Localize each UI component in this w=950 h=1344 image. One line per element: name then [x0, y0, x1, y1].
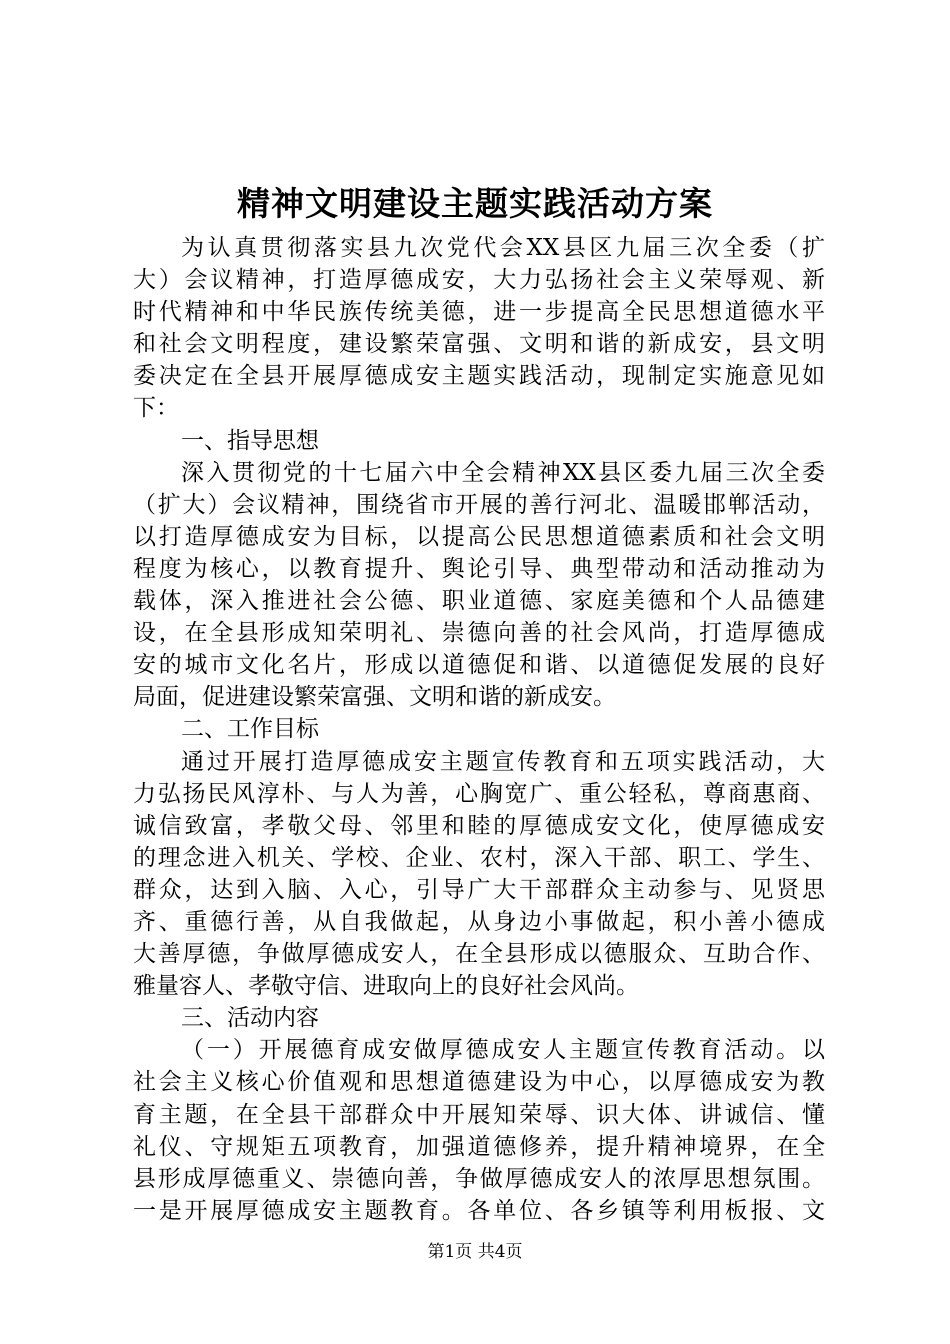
paragraph-line: 县形成厚德重义、崇德向善，争做厚德成安人的浓厚思想氛围。 — [133, 1165, 825, 1192]
paragraph-line: 载体，深入推进社会公德、职业道德、家庭美德和个人品德建 — [133, 588, 825, 615]
paragraph-line: 时代精神和中华民族传统美德，进一步提高全民思想道德水平 — [133, 299, 825, 326]
paragraph-line: 下： — [133, 395, 179, 422]
paragraph-line: 为认真贯彻落实县九次党代会XX县区九届三次全委（扩 — [181, 235, 825, 261]
paragraph-line: 和社会文明程度，建设繁荣富强、文明和谐的新成安，县文明 — [133, 331, 825, 358]
paragraph-line: 安的城市文化名片，形成以道德促和谐、以道德促发展的良好 — [133, 652, 825, 679]
paragraph-line: 大善厚德，争做厚德成安人，在全县形成以德服众、互助合作、 — [133, 941, 825, 968]
paragraph-line: （扩大）会议精神，围绕省市开展的善行河北、温暖邯郸活动， — [133, 491, 825, 518]
paragraph-line: 育主题，在全县干部群众中开展知荣辱、识大体、讲诚信、懂 — [133, 1101, 825, 1128]
section-heading: 三、活动内容 — [181, 1005, 319, 1032]
document-title: 精神文明建设主题实践活动方案 — [237, 184, 713, 223]
paragraph-line: 一是开展厚德成安主题教育。各单位、各乡镇等利用板报、文 — [133, 1197, 825, 1224]
paragraph-line: 齐、重德行善，从自我做起，从身边小事做起，积小善小德成 — [133, 908, 825, 935]
paragraph-line: 雅量容人、孝敬守信、进取向上的良好社会风尚。 — [133, 973, 639, 1000]
paragraph-line: 礼仪、守规矩五项教育，加强道德修养，提升精神境界，在全 — [133, 1133, 825, 1160]
paragraph-line: （一）开展德育成安做厚德成安人主题宣传教育活动。以 — [181, 1037, 825, 1064]
paragraph-line: 社会主义核心价值观和思想道德建设为中心，以厚德成安为教 — [133, 1069, 825, 1096]
paragraph-line: 群众，达到入脑、入心，引导广大干部群众主动参与、见贤思 — [133, 876, 825, 903]
paragraph-line: 诚信致富，孝敬父母、邻里和睦的厚德成安文化，使厚德成安 — [133, 812, 825, 839]
paragraph-line: 通过开展打造厚德成安主题宣传教育和五项实践活动，大 — [181, 748, 825, 775]
page-footer: 第1页 共4页 — [427, 1242, 523, 1262]
paragraph-line: 程度为核心，以教育提升、舆论引导、典型带动和活动推动为 — [133, 555, 825, 582]
document-body — [133, 232, 825, 1227]
section-heading: 二、工作目标 — [181, 716, 319, 743]
section-heading: 一、指导思想 — [181, 427, 319, 454]
paragraph-line: 深入贯彻党的十七届六中全会精神XX县区委九届三次全委 — [181, 459, 825, 486]
paragraph-line: 委决定在全县开展厚德成安主题实践活动，现制定实施意见如 — [133, 363, 825, 390]
paragraph-line: 的理念进入机关、学校、企业、农村，深入干部、职工、学生、 — [133, 844, 825, 871]
paragraph-line: 力弘扬民风淳朴、与人为善，心胸宽广、重公轻私，尊商惠商、 — [133, 780, 825, 807]
paragraph-line: 大）会议精神，打造厚德成安，大力弘扬社会主义荣辱观、新 — [133, 267, 825, 294]
paragraph-line: 局面，促进建设繁荣富强、文明和谐的新成安。 — [133, 684, 616, 711]
paragraph-line: 设，在全县形成知荣明礼、崇德向善的社会风尚，打造厚德成 — [133, 620, 825, 647]
paragraph-line: 以打造厚德成安为目标，以提高公民思想道德素质和社会文明 — [133, 523, 825, 550]
